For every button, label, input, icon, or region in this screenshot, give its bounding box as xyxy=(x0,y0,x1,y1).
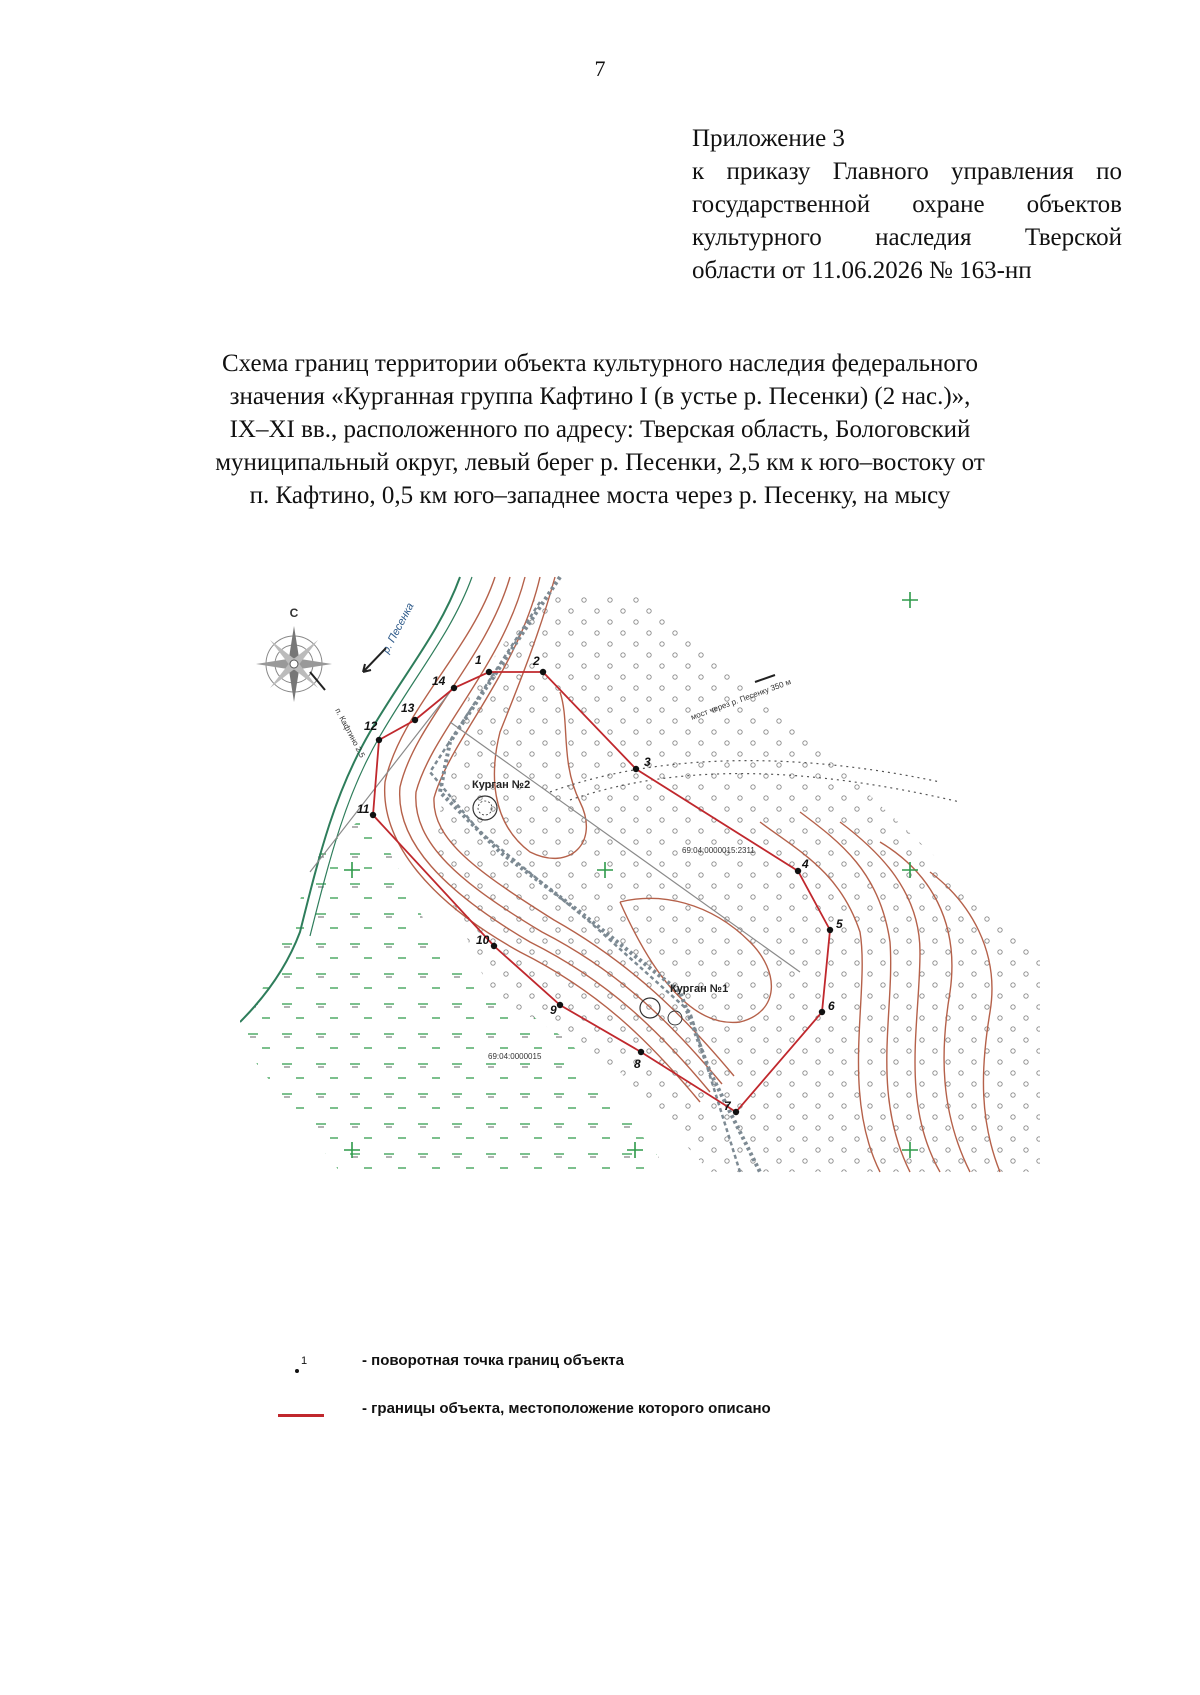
turning-point-label-14: 14 xyxy=(432,674,446,688)
legend-point-number: 1 xyxy=(301,1355,308,1367)
turning-point-label-2: 2 xyxy=(533,654,540,668)
parcel-label-0000015: 69:04:0000015 xyxy=(488,1052,542,1061)
turning-point-label-6: 6 xyxy=(828,999,835,1013)
turning-point-label-9: 9 xyxy=(550,1003,557,1017)
boundary-line-icon xyxy=(278,1414,324,1417)
appendix-line-2: к приказу Главного управления по xyxy=(692,158,1122,185)
title-line-5: п. Кафтино, 0,5 км юго–западнее моста через р. Песенку, на мысу xyxy=(249,482,951,509)
turning-point-8 xyxy=(638,1049,644,1055)
map-svg xyxy=(240,572,1040,1182)
turning-point-label-3: 3 xyxy=(644,755,651,769)
title-line-4: муниципальный округ, левый берег р. Песенки, 2,5 км к юго–востоку от xyxy=(215,449,985,476)
river-arrow-icon xyxy=(363,648,386,672)
parcel-label-2311: 69:04:0000015:2311 xyxy=(682,846,755,855)
turning-point-1 xyxy=(486,669,492,675)
legend-point-text: - поворотная точка границ объекта xyxy=(362,1352,624,1369)
page-number: 7 xyxy=(594,56,606,81)
bridge-arrow-icon xyxy=(755,675,775,682)
turning-point-9 xyxy=(557,1002,563,1008)
turning-point-11 xyxy=(370,812,376,818)
turning-point-13 xyxy=(412,717,418,723)
turning-point-7 xyxy=(733,1109,739,1115)
turning-point-6 xyxy=(819,1009,825,1015)
boundary-map xyxy=(240,572,1040,1182)
turning-point-10 xyxy=(491,943,497,949)
turning-point-label-4: 4 xyxy=(802,857,809,871)
title-line-3: IX–XI вв., расположенного по адресу: Тверская область, Бологовский xyxy=(229,416,971,443)
compass-letter: С xyxy=(289,606,299,620)
turning-point-label-1: 1 xyxy=(475,653,482,667)
appendix-line-1: Приложение 3 xyxy=(692,125,845,152)
kurgan-1-label: Курган №1 xyxy=(670,983,729,995)
north-compass-icon xyxy=(256,626,332,702)
village-direction-label: п. Кафтино 2,5 xyxy=(333,706,367,760)
legend-row-turning-point xyxy=(270,1350,970,1380)
turning-point-12 xyxy=(376,737,382,743)
appendix-line-5: области от 11.06.2026 № 163-нп xyxy=(692,257,1032,284)
legend-row-boundary xyxy=(270,1398,970,1428)
title-line-1: Схема границ территории объекта культурного наследия федерального xyxy=(221,350,979,377)
turning-point-label-11: 11 xyxy=(357,802,370,816)
appendix-line-3: государственной охране объектов xyxy=(692,191,1122,218)
appendix-header xyxy=(692,122,1122,287)
kurgan-2-label: Курган №2 xyxy=(472,779,531,791)
turning-point-4 xyxy=(795,868,801,874)
document-title xyxy=(150,347,1050,512)
title-line-2: значения «Курганная группа Кафтино I (в устье р. Песенки) (2 нас.)», xyxy=(229,383,971,410)
turning-point-label-10: 10 xyxy=(476,933,490,947)
turning-point-label-5: 5 xyxy=(836,917,843,931)
river-label: р. Песенка xyxy=(380,601,417,656)
turning-point-5 xyxy=(827,927,833,933)
legend-line-text: - границы объекта, местоположение которого описано xyxy=(362,1400,771,1417)
turning-point-label-7: 7 xyxy=(724,1099,731,1113)
legend-line-symbol xyxy=(270,1398,330,1428)
turning-point-dot-icon xyxy=(295,1369,299,1373)
bridge-direction-label: мост через р. Песенку 350 м xyxy=(689,677,793,722)
turning-point-label-8: 8 xyxy=(634,1057,641,1071)
turning-point-label-12: 12 xyxy=(364,719,378,733)
turning-point-label-13: 13 xyxy=(401,701,415,715)
legend-point-symbol xyxy=(270,1350,330,1380)
turning-point-14 xyxy=(451,685,457,691)
appendix-line-4: культурного наследия Тверской xyxy=(692,224,1122,251)
turning-point-2 xyxy=(540,669,546,675)
turning-point-3 xyxy=(633,766,639,772)
